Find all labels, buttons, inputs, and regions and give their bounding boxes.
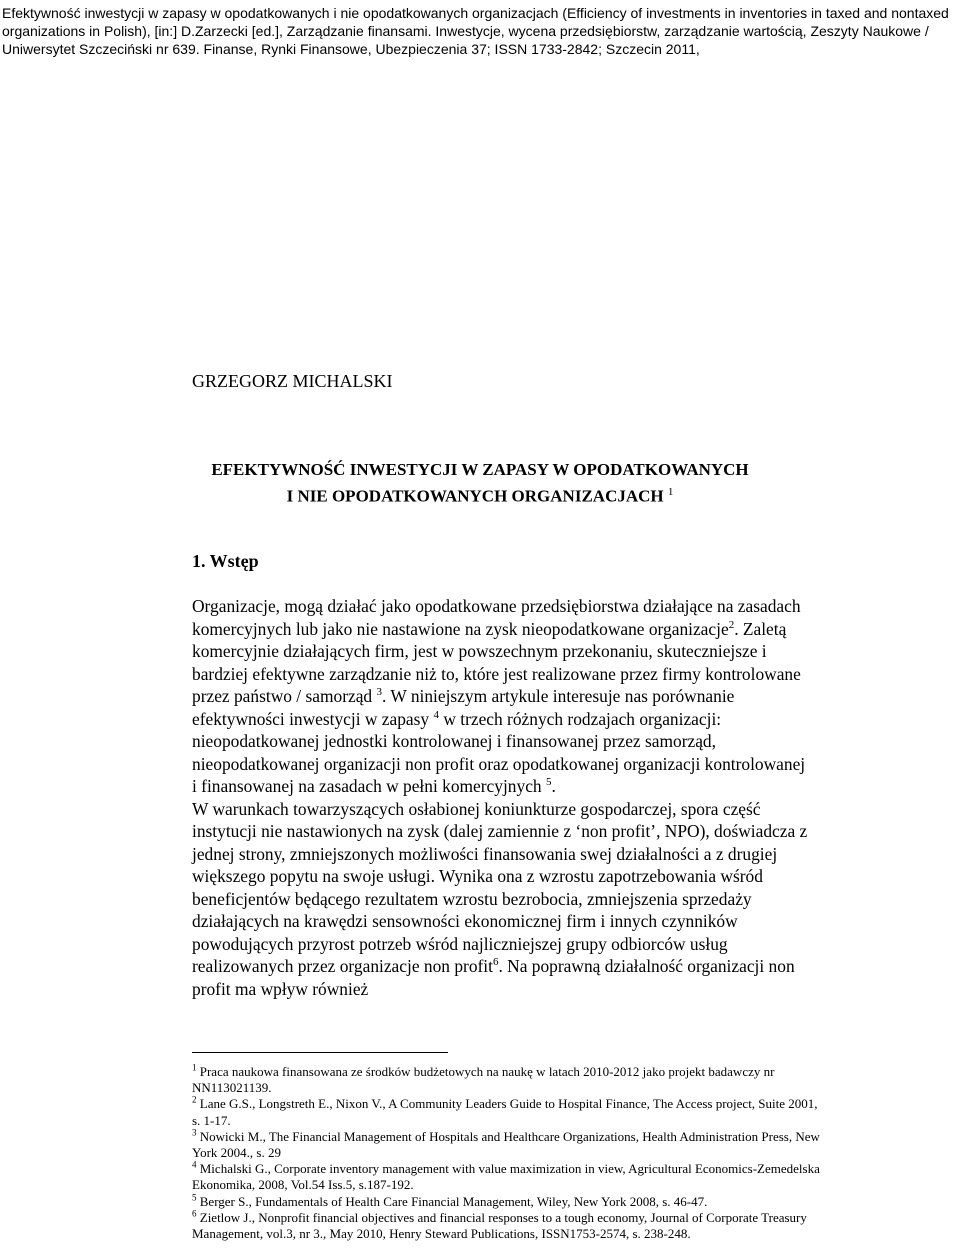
footnote-1 [192,1064,824,1096]
footnote-ref-5[interactable]: 5 [545,776,552,789]
footnote-text: Berger S., Fundamentals of Health Care Financial Management, Wiley, New York 2008, s. 46-47. [196,1193,708,1209]
para2-text-1: W warunkach towarzyszących osłabionej koniunkturze gospodarczej, spora część instytucji nie nastawionych na zysk (dalej zamiennie z ‘non profit’, NPO), doświadcza z jednej strony, zmniejszonych możliwości finansowania swej działalności a z drugiej większego popytu na swoje usługi. Wynika ona z wzrostu zapotrzebowania wśród beneficjentów będącego rezultatem wzrostu bezrobocia, zmniejszenia sprzedaży działających na krawędzi sensowności ekonomicznej firm i innych czynników powodujących przyrost potrzeb wśród najliczniejszej grupy odbiorców usług realizowanych przez organizacje non profit [192,798,808,976]
footnote-2 [192,1096,824,1128]
footnote-number: 2 [192,1095,197,1106]
footnote-separator [192,1052,448,1053]
citation-line-1: Efektywność inwestycji w zapasy w opodatkowanych i nie opodatkowanych organizacjach (Efficiency of investments in inventories in taxed and nontaxed [2,5,949,21]
footnote-number: 5 [192,1192,197,1203]
title-line-2-text: I NIE OPODATKOWANYCH ORGANIZACJACH [286,486,664,506]
paper-title [0,458,960,508]
footnote-ref-1[interactable]: 1 [667,486,674,498]
footnote-number: 3 [192,1127,197,1138]
title-line-2 [0,481,960,508]
footnotes [192,1064,824,1242]
footnote-ref-6[interactable]: 6 [492,956,499,969]
footnote-ref-2[interactable]: 2 [728,618,735,631]
footnote-text: Nowicki M., The Financial Management of Hospitals and Healthcare Organizations, Health Administration Press, New York 2004., s. 29 [192,1128,820,1161]
footnote-text: Lane G.S., Longstreth E., Nixon V., A Community Leaders Guide to Hospital Finance, The Access project, Suite 2001, s. 1-17. [192,1096,818,1128]
para1-text-2: . Zaletą komercyjnie działających firm, jest w powszechnym przekonaniu, skuteczniejsze i bardziej efektywne zarządzanie niż to, które jest realizowane przez firmy kontrolowane przez państwo / samorząd [192,618,801,706]
footnote-number: 4 [192,1159,197,1170]
footnote-text: Michalski G., Corporate inventory management with value maximization in view, Agricultural Economics-Zemedelska Ekonomika, 2008, Vol.54 Iss.5, s.187-192. [192,1161,820,1193]
footnote-3 [192,1129,824,1161]
footnote-ref-4[interactable]: 4 [433,708,439,721]
para1-text-5: . [551,776,556,796]
author-name: GRZEGORZ MICHALSKI [192,371,393,391]
para2-text-2: . Na poprawną działalność organizacji non profit ma wpływ również [192,956,795,999]
footnote-4 [192,1161,824,1193]
footnote-text: Zietlow J., Nonprofit financial objectives and financial responses to a tough economy, Journal of Corporate Treasury Management, vol.3, nr 3., May 2010, Henry Steward Publications, ISSN1753-2574, s. 238-248. [192,1209,807,1242]
paragraph-1 [192,595,812,798]
footnote-ref-3[interactable]: 3 [376,686,382,699]
citation-header [0,0,960,58]
para1-text-1: Organizacje, mogą działać jako opodatkowane przedsiębiorstwa działające na zasadach komercyjnych lub jako nie nastawione na zysk nieopodatkowane organizacje [192,596,801,639]
footnote-text: Praca naukowa finansowana ze środków budżetowych na naukę w latach 2010-2012 jako projekt badawczy nr NN113021139. [192,1064,775,1096]
citation-line-2: organizations in Polish), [in:] D.Zarzecki [ed.], Zarządzanie finansami. Inwestycje, wycena przedsiębiorstw, zarządzanie wartością, Zeszyty Naukowe / [2,23,929,39]
section-heading: 1. Wstęp [192,551,259,571]
body-text [192,595,812,1000]
footnote-6 [192,1210,824,1242]
paragraph-2 [192,798,812,1001]
title-line-1: EFEKTYWNOŚĆ INWESTYCJI W ZAPASY W OPODATKOWANYCH [211,460,749,479]
footnote-5 [192,1194,824,1210]
footnote-number: 1 [192,1062,197,1073]
para1-text-4: w trzech różnych rodzajach organizacji: nieopodatkowanej jednostki kontrolowanej i finansowanej przez samorząd, nieopodatkowanej organizacji non profit oraz opodatkowanej organizacji kontrolowanej i finansowanej na zasadach w pełni komercyjnych [192,708,806,796]
citation-line-3: Uniwersytet Szczeciński nr 639. Finanse, Rynki Finansowe, Ubezpieczenia 37; ISSN 1733-2842; Szczecin 2011, [2,41,700,57]
footnote-number: 6 [192,1208,197,1219]
para1-text-3: . W niniejszym artykule interesuje nas porównanie efektywności inwestycji w zapasy [192,686,735,729]
